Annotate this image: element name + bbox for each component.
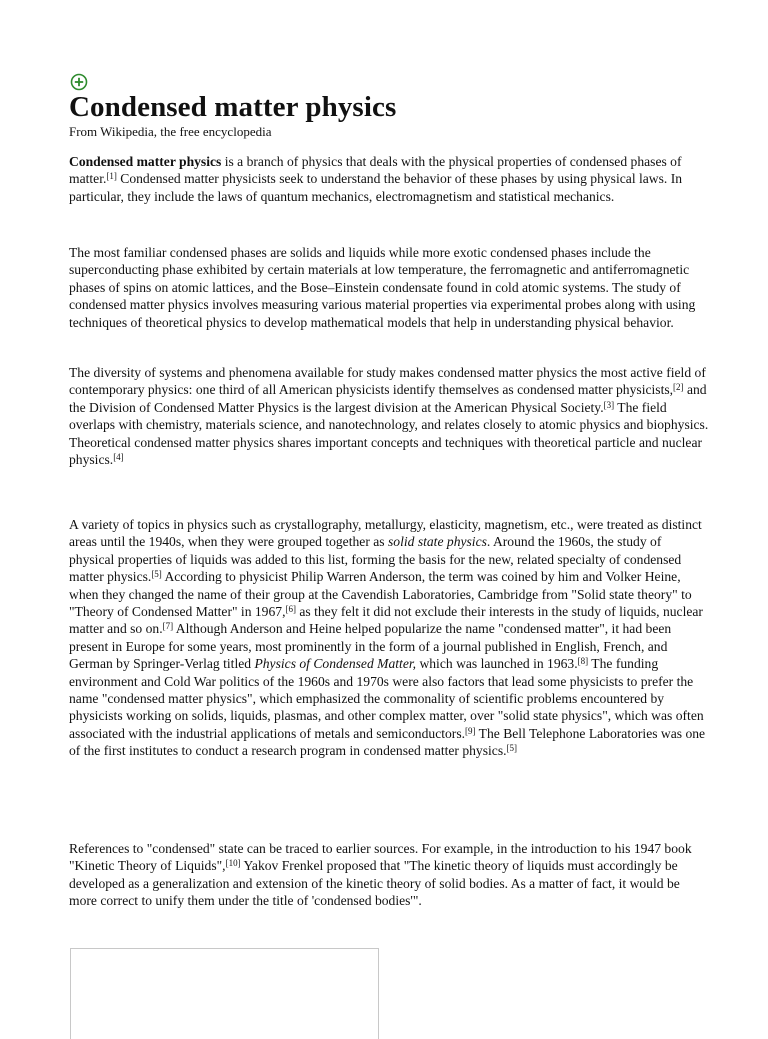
contents-box (70, 948, 379, 1039)
paragraph-text: Yakov Frenkel proposed that "The kinetic theory of liquids must accordingly be developed as a generalization and extension of the kinetic theory of solid bodies. As a matter of fact, it would be more correct to unify them under the title of 'condensed bodies'". (69, 858, 680, 909)
citation-2[interactable]: [2] (673, 382, 684, 393)
paragraph-text: and the Division of Condensed Matter Physics is the largest division at the American Physical Society. (69, 382, 707, 415)
paragraph-text: Although Anderson and Heine helped popularize the name "condensed matter", it had been present in Europe for some years, most prominently in the form of a journal published in English, French, and German by Springer-Verlag titled (69, 621, 672, 672)
paragraph-text: The most familiar condensed phases are solids and liquids while more exotic condensed phases include the superconducting phase exhibited by certain materials at low temperature, the ferromagnetic and antiferromagnetic phases of spins on atomic lattices, and the Bose–Einstein condensate found in cold atomic systems. The study of condensed matter physics involves measuring various material properties via experimental probes along with using techniques of theoretical physics to develop mathematical models that help in understanding physical behavior. (69, 245, 696, 330)
citation-3[interactable]: [3] (603, 399, 615, 410)
paragraph-text: is a branch of physics that deals with the physical properties of condensed phases of matter. (69, 154, 682, 187)
paragraph-text: According to physicist Philip Warren Anderson, the term was coined by him and Volker Heine, when they changed the name of their group at the Cavendish Laboratories, Cambridge from "Solid state theory" to "Theory of Condensed Matter" in 1967, (69, 569, 692, 620)
emphasis-text: Physics of Condensed Matter, (254, 656, 417, 672)
paragraph-text: . Around the 1960s, the study of physical properties of liquids was added to this list, forming the basis for the new, related specialty of condensed matter physics. (69, 534, 682, 585)
citation-10[interactable]: [10] (225, 858, 241, 869)
citation-5[interactable]: [5] (151, 569, 162, 580)
paragraph-text: References to "condensed" state can be traced to earlier sources. For example, in the introduction to his 1947 book "Kinetic Theory of Liquids", (69, 841, 692, 874)
paragraph-text: which was launched in 1963. (416, 656, 578, 672)
citation-8[interactable]: [8] (577, 656, 589, 667)
paragraph-text: A variety of topics in physics such as crystallography, metallurgy, elasticity, magnetism, etc., were treated as distinct areas until the 1940s, when they were grouped together as (69, 517, 702, 550)
paragraph-text: The field overlaps with chemistry, materials science, and nanotechnology, and relates closely to atomic physics and biophysics. Theoretical condensed matter physics shares important concepts and techniques with theoretical particle and nuclear physics. (69, 399, 709, 468)
citation-9[interactable]: [9] (465, 725, 476, 736)
paragraph-diversity (69, 364, 709, 468)
citation-5b[interactable]: [5] (506, 743, 518, 754)
citation-7[interactable]: [7] (162, 621, 174, 632)
lead-term: Condensed matter physics (69, 154, 222, 169)
citation-4[interactable]: [4] (113, 452, 124, 463)
paragraph-text: The funding environment and Cold War politics of the 1960s and 1970s were also factors that lead some physicists to prefer the name "condensed matter physics", which emphasized the commonality of scientific problems encountered by physicists working on solids, liquids, plasmas, and other complex matter, over "solid state physics", which was often associated with the industrial applications of metals and semiconductors. (69, 656, 704, 741)
paragraph-text: as they felt it did not exclude their interests in the study of liquids, nuclear matter and so on. (69, 604, 703, 637)
page-title: Condensed matter physics (69, 91, 397, 123)
paragraph-history (69, 516, 709, 760)
page-subtitle: From Wikipedia, the free encyclopedia (69, 124, 272, 139)
paragraph-text: The diversity of systems and phenomena available for study makes condensed matter physics the most active field of contemporary physics: one third of all American physicists identify themselves as condensed matter physicists, (69, 365, 706, 398)
paragraph-text: Condensed matter physicists seek to understand the behavior of these phases by using physical laws. In particular, they include the laws of quantum mechanics, electromagnetism and statistical mechanics. (69, 171, 683, 204)
emphasis-text: solid state physics (387, 534, 487, 550)
paragraph-references (69, 840, 709, 910)
citation-6[interactable]: [6] (285, 604, 296, 615)
citation-1[interactable]: [1] (106, 171, 117, 182)
paragraph-text: The Bell Telephone Laboratories was one of the first institutes to conduct a research program in condensed matter physics. (69, 725, 706, 759)
paragraph-condensed-phases (69, 244, 709, 331)
paragraph-intro (69, 153, 709, 205)
